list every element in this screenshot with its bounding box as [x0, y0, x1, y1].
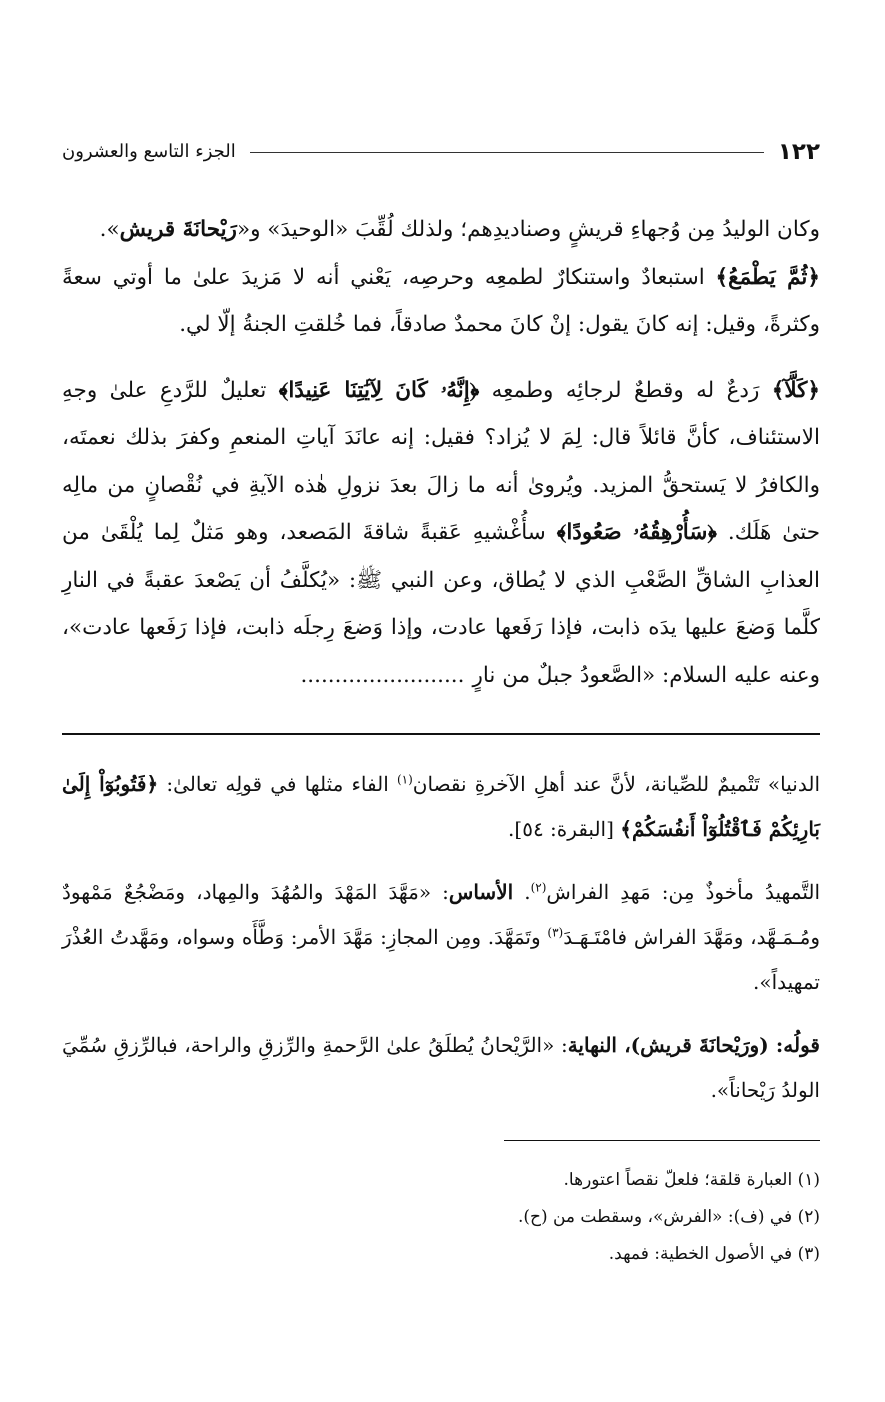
book-page — [62, 0, 820, 1402]
bold-term: قولُه: (ورَيْحانَةَ قريش)، النهاية — [567, 1033, 820, 1057]
main-paragraph-1 — [62, 206, 820, 349]
footnote-3: (٣) في الأصول الخطية: فمهد. — [608, 1244, 820, 1264]
gloss-text-span: [البقرة: ٥٤]. — [508, 817, 621, 841]
header-rule — [250, 152, 764, 153]
continuation-dots: ........................ — [300, 662, 465, 688]
gloss-paragraph-1 — [62, 762, 820, 852]
page-number: ١٢٢ — [777, 138, 820, 165]
gloss-text-span: الدنيا» تَتْميمٌ للصِّيانة، لأنَّ عند أهلِ الآخرةِ نقصان — [412, 772, 821, 796]
footnotes — [62, 1162, 820, 1273]
footnote-marker: (١) — [396, 772, 413, 787]
gloss-section — [62, 762, 820, 1131]
footnote-rule — [504, 1140, 820, 1141]
main-text-span: وكان الوليدُ مِن وُجهاءِ قريشٍ وصناديدِهم؛ ولذلك لُقِّبَ «الوحيدَ» و« — [236, 217, 820, 242]
gloss-text-span: : «الرَّيْحانُ يُطلَقُ علىٰ الرَّحمةِ والرِّزقِ والراحة، فبالرِّزقِ سُمِّيَ الولدُ رَيْحاناً». — [62, 1033, 820, 1102]
gloss-text-span: التَّمهيدُ مأخوذٌ مِن: مَهدِ الفراش — [546, 880, 821, 904]
main-text-span: سأُغْشيهِ عَقبةً شاقةَ المَصعد، وهو مَثلٌ لِما يُلْقَىٰ من العذابِ الشاقِّ الصَّعْبِ الذي لا يُطاق، وعن النبي ﷺ: «يُكلَّفُ أن يَصْعدَ عقبةً في النارِ كلَّما وَضعَ عليها يدَه ذابت، فإذا رَفَعها عادت، وإذا وَضعَ رِجلَه ذابت، فإذا رَفَعها عادت»، وعنه عليه السلام: «الصَّعودُ جبلٌ من نارٍ — [62, 520, 820, 688]
footnote-1: (١) العبارة قلقة؛ فلعلّ نقصاً اعتورها. — [563, 1170, 820, 1190]
quran-quote: ﴿كَلَّآ﴾ — [771, 377, 820, 403]
footnote-2: (٢) في (ف): «الفرش»، وسقطت من (ح). — [517, 1207, 820, 1227]
gloss-paragraph-3 — [62, 1023, 820, 1113]
footnote-marker: (٣) — [547, 925, 564, 940]
main-text — [62, 206, 820, 699]
quran-quote: ﴿ثُمَّ يَطْمَعُ﴾ — [715, 264, 821, 290]
main-gloss-divider — [62, 733, 820, 735]
running-title: الجزء التاسع والعشرون — [62, 141, 236, 162]
quran-quote: ﴿فَتُوبُوٓاْ إِلَىٰ بَارِئِكُمْ فَٱقْتُلُوٓاْ أَنفُسَكُمْ﴾ — [62, 772, 820, 841]
gloss-text-span: الفاء مثلها في قولِه تعالىٰ: — [158, 772, 397, 796]
main-paragraph-2 — [62, 367, 820, 700]
main-text-span: تعليلٌ للرَّدعِ علىٰ وجهِ الاستئناف، كأنَّ قائلاً قال: لِمَ لا يُزاد؟ فقيل: إنه عانَدَ آياتِ المنعمِ وكفرَ بذلك نعمتَه، والكافرُ لا يَستحقُّ المزيد. ويُروىٰ أنه ما زالَ بعدَ نزولِ هٰذه الآيةِ في نُقْصانٍ من مالِه حتىٰ هَلَك. — [62, 377, 820, 545]
page-header — [62, 132, 820, 172]
quran-quote: ﴿إِنَّهُۥ كَانَ لِآيَٰتِنَا عَنِيدًا﴾ — [278, 377, 480, 403]
main-text-span: رَدعٌ له وقطعٌ لرجائِه وطمعِه — [479, 377, 772, 403]
main-text-span: استبعادٌ واستنكارٌ لطمعِه وحرصِه، يَعْني أنه لا مَزيدَ علىٰ ما أوتي سعةً وكثرةً، وقيل: إنه كانَ يقول: إنْ كانَ محمدٌ صادقاً، فما خُلقتِ الجنةُ إلّا لي. — [62, 264, 820, 337]
main-text-span: ». — [99, 217, 120, 242]
gloss-text-span: وتَمَهَّدَ. ومِن المجازِ: مَهَّدَ الأمر: وَطَّأَه وسواه، ومَهَّدتُ العُذْرَ تمهيداً». — [62, 925, 820, 994]
quran-quote: ﴿سَأُرْهِقُهُۥ صَعُودًا﴾ — [556, 520, 717, 545]
bold-term: الأساس — [448, 880, 514, 904]
gloss-text-span: . — [513, 880, 531, 904]
gloss-text-span: : «مَهَّدَ المَهْدَ والمُهُدَ والمِهاد، ومَضْجُعٌ مَمْهودٌ ومُـمَـهَّد، ومَهَّدَ الفراش فامْتَـهَـدَ — [62, 880, 820, 949]
gloss-paragraph-2 — [62, 870, 820, 1005]
bold-term: رَيْحانَةَ قريش — [119, 217, 237, 242]
footnote-marker: (٢) — [530, 880, 547, 895]
